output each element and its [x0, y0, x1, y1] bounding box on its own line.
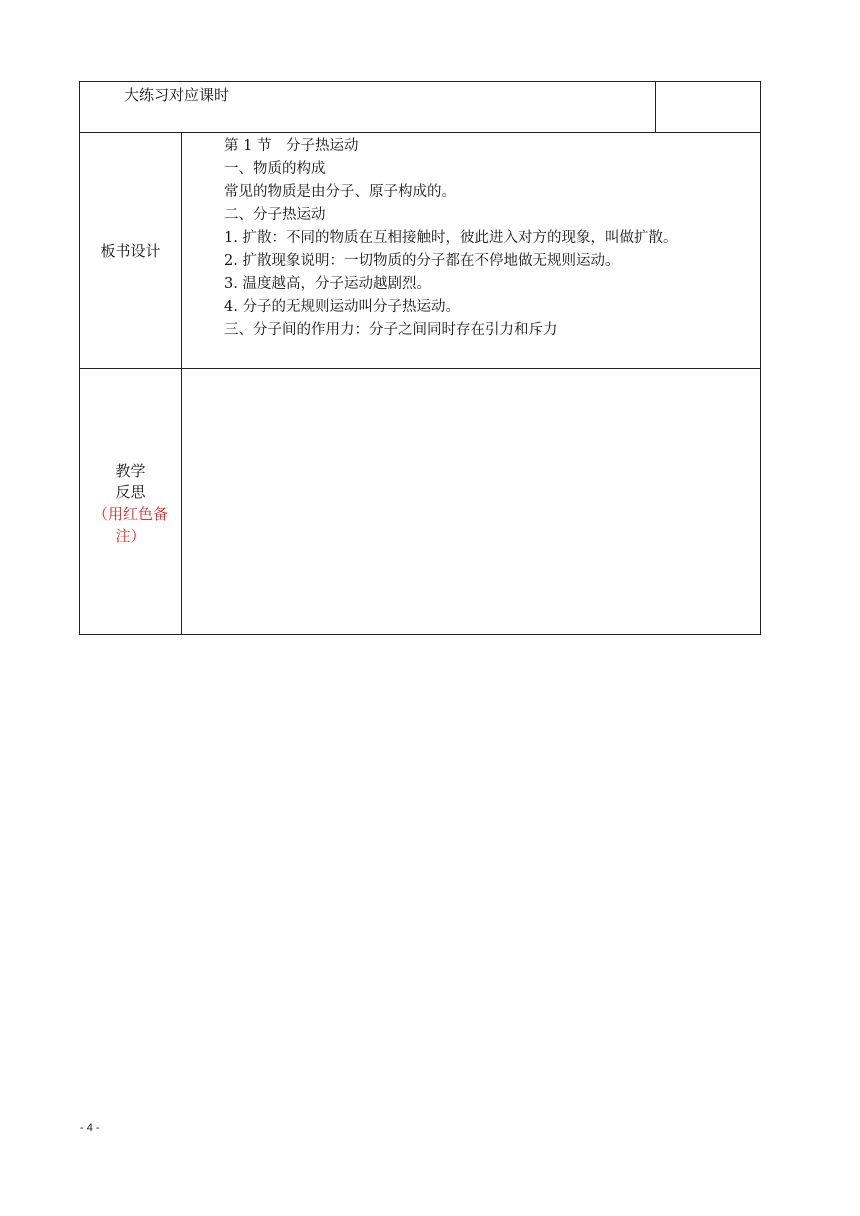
content-line-heading-3: 三、分子间的作用力：分子之间同时存在引力和斥力: [224, 322, 558, 338]
blackboard-design-content: [224, 135, 677, 342]
red-note-line1: （用红色备: [92, 505, 168, 523]
content-line-heading-1: 一、物质的构成: [224, 161, 326, 177]
content-line-text-1: 常见的物质是由分子、原子构成的。: [224, 184, 456, 200]
table-border-right: [760, 81, 761, 635]
content-line-item-4: 4. 分子的无规则运动叫分子热运动。: [224, 299, 460, 315]
row1-title: 大练习对应课时: [124, 86, 230, 104]
content-line-item-1: 1. 扩散：不同的物质在互相接触时，彼此进入对方的现象，叫做扩散。: [224, 230, 678, 246]
blackboard-design-label: 板书设计: [100, 242, 161, 260]
reflection-label-line2: 反思: [115, 483, 146, 501]
page-number: - 4 -: [80, 1122, 100, 1134]
row1-empty-cell: [656, 82, 760, 132]
red-note-line2: 注）: [115, 527, 146, 545]
content-line-item-2: 2. 扩散现象说明：一切物质的分子都在不停地做无规则运动。: [224, 253, 620, 269]
content-line-section-title: 第 1 节 分子热运动: [224, 138, 359, 154]
reflection-empty-cell: [182, 369, 760, 634]
table-border-left: [79, 81, 80, 635]
reflection-label-line1: 教学: [115, 462, 146, 480]
content-line-item-3: 3. 温度越高，分子运动越剧烈。: [224, 276, 431, 292]
content-line-heading-2: 二、分子热运动: [224, 207, 326, 223]
